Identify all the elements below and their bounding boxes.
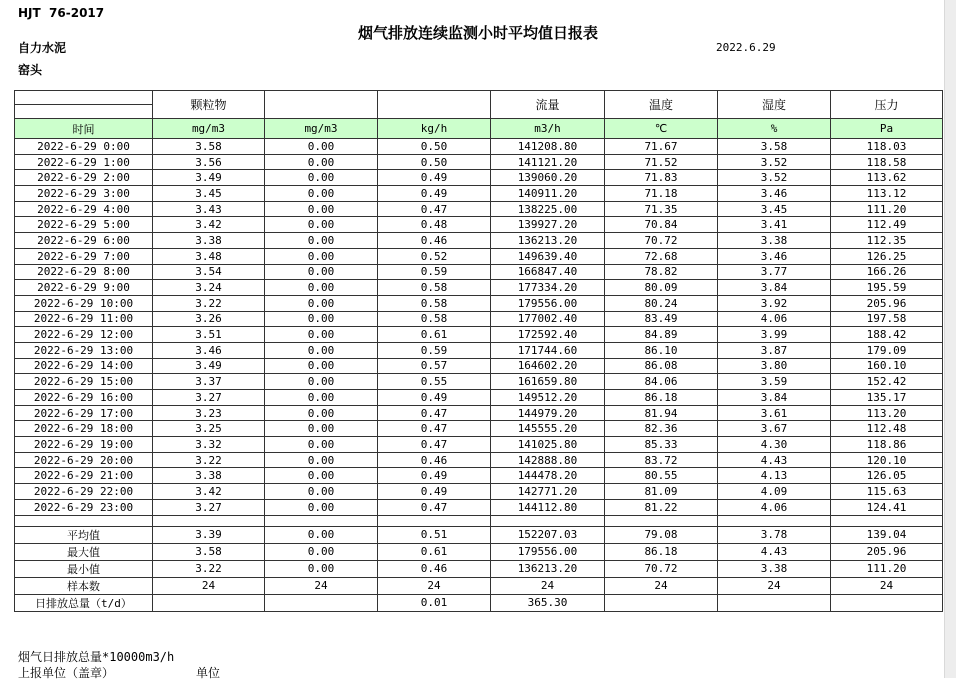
value-cell: 3.32 [153,437,265,453]
value-cell: 111.20 [831,201,943,217]
table-row [15,264,943,280]
summary-rows [15,526,943,611]
value-cell: 3.39 [153,526,265,543]
table-row [15,327,943,343]
value-cell: 0.46 [378,452,491,468]
flow-total-note: 烟气日排放总量*10000m3/h [18,650,175,664]
value-cell: 0.49 [378,186,491,202]
time-cell: 2022-6-29 4:00 [15,201,153,217]
value-cell: 365.30 [491,594,605,611]
value-cell: 0.00 [265,484,378,500]
value-cell: 0.57 [378,358,491,374]
value-cell: 0.47 [378,405,491,421]
value-cell: 0.00 [265,499,378,515]
time-cell: 2022-6-29 13:00 [15,342,153,358]
value-cell: 3.92 [718,295,831,311]
value-cell: 86.08 [605,358,718,374]
value-cell: 205.96 [831,295,943,311]
header-rows [15,91,943,139]
value-cell: 179556.00 [491,295,605,311]
value-cell: 3.59 [718,374,831,390]
value-cell: 0.00 [265,374,378,390]
value-cell: 177334.20 [491,280,605,296]
value-cell: 160.10 [831,358,943,374]
value-cell: 82.36 [605,421,718,437]
value-cell: 3.27 [153,390,265,406]
value-cell: 3.58 [153,543,265,560]
value-cell: 3.22 [153,560,265,577]
value-cell: 0.59 [378,264,491,280]
unit-mgm3-1: mg/m3 [153,119,265,139]
value-cell: 0.47 [378,421,491,437]
time-cell: 2022-6-29 20:00 [15,452,153,468]
table-row [15,405,943,421]
value-cell: 118.58 [831,154,943,170]
value-cell: 4.09 [718,484,831,500]
value-cell: 3.51 [153,327,265,343]
time-cell: 2022-6-29 11:00 [15,311,153,327]
corner-cell-top [15,91,153,105]
value-cell: 0.61 [378,327,491,343]
value-cell: 141208.80 [491,139,605,155]
value-cell: 0.00 [265,560,378,577]
value-cell: 4.43 [718,543,831,560]
window-right-edge [944,0,956,678]
unit-mgm3-2: mg/m3 [265,119,378,139]
value-cell: 24 [153,577,265,594]
value-cell: 144979.20 [491,405,605,421]
value-cell: 0.48 [378,217,491,233]
value-cell: 179.09 [831,342,943,358]
value-cell: 3.46 [718,186,831,202]
value-cell: 141025.80 [491,437,605,453]
value-cell: 188.42 [831,327,943,343]
summary-label-cell: 最大值 [15,543,153,560]
value-cell: 3.45 [153,186,265,202]
value-cell: 3.37 [153,374,265,390]
unit-pa: Pa [831,119,943,139]
value-cell: 0.50 [378,154,491,170]
value-cell: 3.25 [153,421,265,437]
summary-label-cell: 日排放总量（t/d） [15,594,153,611]
value-cell: 177002.40 [491,311,605,327]
value-cell: 3.42 [153,484,265,500]
value-cell: 0.51 [378,526,491,543]
value-cell: 3.46 [718,248,831,264]
value-cell: 0.00 [265,421,378,437]
value-cell: 80.55 [605,468,718,484]
value-cell: 141121.20 [491,154,605,170]
value-cell: 179556.00 [491,543,605,560]
value-cell: 0.00 [265,468,378,484]
company-name: 自力水泥 [18,41,67,55]
value-cell: 118.03 [831,139,943,155]
value-cell: 0.00 [265,154,378,170]
value-cell [265,594,378,611]
table-row [15,390,943,406]
value-cell: 0.52 [378,248,491,264]
value-cell: 0.47 [378,499,491,515]
value-cell: 81.94 [605,405,718,421]
table-row [15,139,943,155]
value-cell: 0.49 [378,468,491,484]
value-cell: 71.35 [605,201,718,217]
value-cell: 81.09 [605,484,718,500]
value-cell: 0.00 [265,248,378,264]
table-row [15,233,943,249]
value-cell [153,594,265,611]
value-cell: 0.00 [265,170,378,186]
value-cell: 113.20 [831,405,943,421]
value-cell: 0.00 [265,217,378,233]
time-header: 时间 [15,119,153,139]
value-cell: 118.86 [831,437,943,453]
value-cell: 71.83 [605,170,718,186]
value-cell: 4.30 [718,437,831,453]
report-table [14,90,943,612]
table-row [15,186,943,202]
value-cell: 152.42 [831,374,943,390]
time-cell: 2022-6-29 0:00 [15,139,153,155]
table-row [15,543,943,560]
value-cell: 3.77 [718,264,831,280]
value-cell: 80.24 [605,295,718,311]
value-cell [831,594,943,611]
table-row [15,201,943,217]
value-cell: 164602.20 [491,358,605,374]
table-row [15,248,943,264]
time-cell: 2022-6-29 2:00 [15,170,153,186]
page-title: 烟气排放连续监测小时平均值日报表 [357,24,598,42]
value-cell: 0.00 [265,358,378,374]
value-cell: 79.08 [605,526,718,543]
value-cell: 0.00 [265,390,378,406]
value-cell: 83.72 [605,452,718,468]
value-cell: 3.49 [153,358,265,374]
value-cell: 139927.20 [491,217,605,233]
table-row [15,526,943,543]
value-cell: 70.72 [605,233,718,249]
value-cell: 4.06 [718,311,831,327]
corner-cell-bottom [15,105,153,119]
table-row [15,374,943,390]
value-cell: 0.00 [265,405,378,421]
value-cell: 3.38 [153,233,265,249]
value-cell: 126.25 [831,248,943,264]
col-header-blank-2 [378,91,491,119]
value-cell: 195.59 [831,280,943,296]
monitoring-point: 窑头 [18,63,43,77]
standard-code: HJT 76-2017 [18,6,105,20]
value-cell: 171744.60 [491,342,605,358]
value-cell: 24 [718,577,831,594]
value-cell: 172592.40 [491,327,605,343]
value-cell: 112.48 [831,421,943,437]
value-cell: 166.26 [831,264,943,280]
value-cell: 0.00 [265,311,378,327]
table-row [15,452,943,468]
table-row [15,311,943,327]
value-cell: 4.43 [718,452,831,468]
value-cell: 113.12 [831,186,943,202]
value-cell: 0.00 [265,543,378,560]
value-cell: 3.99 [718,327,831,343]
value-cell: 3.56 [153,154,265,170]
value-cell: 86.18 [605,390,718,406]
value-cell: 71.18 [605,186,718,202]
value-cell: 3.54 [153,264,265,280]
value-cell: 3.22 [153,452,265,468]
time-cell: 2022-6-29 3:00 [15,186,153,202]
time-cell: 2022-6-29 12:00 [15,327,153,343]
value-cell: 4.06 [718,499,831,515]
table-row [15,170,943,186]
value-cell: 72.68 [605,248,718,264]
value-cell: 3.61 [718,405,831,421]
value-cell: 136213.20 [491,233,605,249]
value-cell: 85.33 [605,437,718,453]
time-cell: 2022-6-29 19:00 [15,437,153,453]
value-cell: 0.59 [378,342,491,358]
value-cell: 0.00 [265,280,378,296]
table-row [15,499,943,515]
value-cell: 136213.20 [491,560,605,577]
value-cell: 0.50 [378,139,491,155]
unit-kgh: kg/h [378,119,491,139]
time-cell: 2022-6-29 17:00 [15,405,153,421]
value-cell: 0.55 [378,374,491,390]
value-cell: 149512.20 [491,390,605,406]
value-cell: 78.82 [605,264,718,280]
group-header-row [15,91,943,105]
value-cell: 3.67 [718,421,831,437]
value-cell: 0.00 [265,233,378,249]
value-cell: 3.58 [153,139,265,155]
summary-label-cell: 平均值 [15,526,153,543]
value-cell [718,594,831,611]
value-cell: 0.00 [265,186,378,202]
value-cell: 0.58 [378,295,491,311]
value-cell: 0.58 [378,280,491,296]
value-cell: 4.13 [718,468,831,484]
unit-label: 单位 [196,666,221,680]
value-cell: 83.49 [605,311,718,327]
value-cell: 0.00 [265,201,378,217]
value-cell: 3.27 [153,499,265,515]
time-cell: 2022-6-29 14:00 [15,358,153,374]
value-cell: 0.46 [378,560,491,577]
value-cell: 84.06 [605,374,718,390]
report-date: 2022.6.29 [716,41,776,54]
time-cell: 2022-6-29 16:00 [15,390,153,406]
value-cell: 149639.40 [491,248,605,264]
value-cell: 24 [491,577,605,594]
time-cell: 2022-6-29 22:00 [15,484,153,500]
value-cell: 3.46 [153,342,265,358]
time-cell: 2022-6-29 23:00 [15,499,153,515]
value-cell: 71.67 [605,139,718,155]
value-cell: 0.47 [378,201,491,217]
table-row [15,217,943,233]
value-cell: 0.61 [378,543,491,560]
value-cell: 3.22 [153,295,265,311]
table-row [15,577,943,594]
value-cell: 3.58 [718,139,831,155]
value-cell: 112.35 [831,233,943,249]
table-row [15,154,943,170]
units-row [15,119,943,139]
value-cell: 0.58 [378,311,491,327]
value-cell: 0.00 [265,264,378,280]
table-row [15,468,943,484]
table-row [15,358,943,374]
value-cell: 166847.40 [491,264,605,280]
value-cell: 3.48 [153,248,265,264]
value-cell: 120.10 [831,452,943,468]
time-cell: 2022-6-29 10:00 [15,295,153,311]
value-cell: 0.49 [378,390,491,406]
value-cell: 0.00 [265,139,378,155]
table-row [15,437,943,453]
unit-m3h: m3/h [491,119,605,139]
value-cell: 0.00 [265,342,378,358]
value-cell: 3.49 [153,170,265,186]
value-cell: 197.58 [831,311,943,327]
col-header-particulate: 颗粒物 [153,91,265,119]
value-cell: 3.42 [153,217,265,233]
value-cell: 0.00 [265,295,378,311]
value-cell: 3.41 [718,217,831,233]
empty-row [15,515,943,526]
col-header-flow: 流量 [491,91,605,119]
time-cell: 2022-6-29 9:00 [15,280,153,296]
time-cell: 2022-6-29 15:00 [15,374,153,390]
time-cell: 2022-6-29 8:00 [15,264,153,280]
time-cell: 2022-6-29 7:00 [15,248,153,264]
col-header-blank-1 [265,91,378,119]
value-cell: 142771.20 [491,484,605,500]
value-cell: 0.46 [378,233,491,249]
value-cell: 3.38 [718,560,831,577]
value-cell: 86.18 [605,543,718,560]
value-cell: 0.00 [265,437,378,453]
value-cell: 142888.80 [491,452,605,468]
reporting-unit-label: 上报单位（盖章） [18,666,115,680]
table-row [15,421,943,437]
value-cell: 0.00 [265,526,378,543]
col-header-pressure: 压力 [831,91,943,119]
value-cell: 3.38 [718,233,831,249]
summary-label-cell: 最小值 [15,560,153,577]
value-cell: 145555.20 [491,421,605,437]
value-cell: 71.52 [605,154,718,170]
spacer-rows [15,515,943,526]
time-cell: 2022-6-29 5:00 [15,217,153,233]
value-cell: 3.43 [153,201,265,217]
value-cell: 112.49 [831,217,943,233]
value-cell: 0.01 [378,594,491,611]
value-cell: 3.52 [718,154,831,170]
value-cell: 126.05 [831,468,943,484]
table-row [15,594,943,611]
value-cell: 115.63 [831,484,943,500]
value-cell: 161659.80 [491,374,605,390]
value-cell: 24 [831,577,943,594]
value-cell: 3.23 [153,405,265,421]
value-cell: 81.22 [605,499,718,515]
value-cell: 84.89 [605,327,718,343]
value-cell: 24 [605,577,718,594]
time-cell: 2022-6-29 1:00 [15,154,153,170]
table-row [15,280,943,296]
value-cell: 205.96 [831,543,943,560]
value-cell: 3.52 [718,170,831,186]
unit-celsius: ℃ [605,119,718,139]
value-cell: 3.80 [718,358,831,374]
value-cell: 3.38 [153,468,265,484]
value-cell: 152207.03 [491,526,605,543]
value-cell: 124.41 [831,499,943,515]
value-cell: 144112.80 [491,499,605,515]
col-header-temperature: 温度 [605,91,718,119]
table-row [15,342,943,358]
value-cell: 139060.20 [491,170,605,186]
value-cell: 80.09 [605,280,718,296]
col-header-humidity: 湿度 [718,91,831,119]
value-cell: 3.78 [718,526,831,543]
value-cell: 0.49 [378,484,491,500]
time-cell: 2022-6-29 21:00 [15,468,153,484]
value-cell: 3.26 [153,311,265,327]
time-cell: 2022-6-29 6:00 [15,233,153,249]
value-cell: 144478.20 [491,468,605,484]
summary-label-cell: 样本数 [15,577,153,594]
table-row [15,560,943,577]
unit-percent: % [718,119,831,139]
value-cell: 3.24 [153,280,265,296]
table-row [15,295,943,311]
value-cell: 70.72 [605,560,718,577]
value-cell: 3.84 [718,280,831,296]
data-rows [15,139,943,516]
value-cell: 24 [378,577,491,594]
value-cell: 86.10 [605,342,718,358]
value-cell: 113.62 [831,170,943,186]
value-cell: 139.04 [831,526,943,543]
value-cell: 0.49 [378,170,491,186]
value-cell: 0.00 [265,327,378,343]
value-cell: 0.00 [265,452,378,468]
value-cell: 3.45 [718,201,831,217]
value-cell: 140911.20 [491,186,605,202]
time-cell: 2022-6-29 18:00 [15,421,153,437]
value-cell: 3.84 [718,390,831,406]
table-row [15,484,943,500]
value-cell: 138225.00 [491,201,605,217]
value-cell: 70.84 [605,217,718,233]
value-cell: 111.20 [831,560,943,577]
value-cell [605,594,718,611]
value-cell: 3.87 [718,342,831,358]
value-cell: 135.17 [831,390,943,406]
value-cell: 24 [265,577,378,594]
value-cell: 0.47 [378,437,491,453]
